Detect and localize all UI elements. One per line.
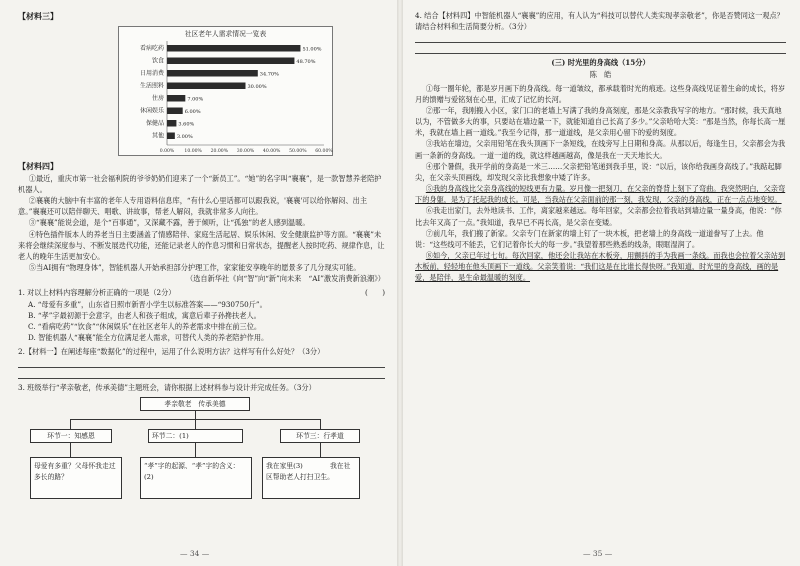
option-b: B. “孝”字最初源于会意字，由老人和孩子组成，寓意后辈子孙搀扶老人。 — [28, 310, 261, 320]
bar-5 — [167, 95, 185, 102]
question-4: 4. 结合【材料四】中智能机器人“襄襄”的应用，有人认为“科技可以替代人类实现孝亲敬老”，你是否赞同这一观点？请结合材料和生活简要分析。（3分） — [415, 11, 784, 32]
material4-para-3: ③“襄襄”能说会道，是个“百事通”，又深藏不露，善于倾听，让“孤独”的老人感到温暖。 — [28, 218, 310, 228]
bar-3 — [167, 70, 258, 77]
chart-title: 社区老年人需求情况一览表 — [184, 30, 267, 39]
option-a: A. “母爱有多重”，山东省日照市新晋小学生以标准答案——“930750斤”。 — [28, 299, 267, 309]
value-label: 51.00% — [302, 46, 322, 53]
material4-para-2: ②襄襄的大脑中有丰富的老年人专用语料信息库，“有什么心里话都可以跟我说，'襄襄'可以给你解闷、出主意。”襄襄还可以陪伴聊天、唱歌、讲故事，帮老人解闷，我就非常多人向往。 — [18, 196, 368, 217]
story-para-1: ①每一圈年轮，都是岁月画下的身高线。每一道皱纹，都承载着时光的痕迹。这些身高线见证着生命的成长，将岁月的馈赠与爱铭刻在心里，汇成了记忆的长河。 — [415, 83, 786, 104]
x-tick-label: 60.00% — [315, 149, 333, 155]
story-para-3: ③我站在墙边，父亲用铅笔在我头顶画下一条短线，在线旁写上日期和身高。从那以后，每逢生日，父亲都会为我画一条新的身高线。一道一道的线，就这样越画越高，像是我在一天天地长大。 — [415, 139, 786, 160]
connector-line — [195, 411, 196, 419]
category-label: 饮食 — [151, 57, 164, 65]
left-page — [0, 0, 397, 566]
story-para-6: ⑥我走出家门，去外地读书、工作，离家越来越远。每年回家，父亲都会拉着我站到墙边量一量身高，他说：“你比去年又高了一点。”我知道，我早已不再长高，是父亲在变矮。 — [415, 206, 782, 227]
story-para-5: ⑤我的身高线比父亲身高线的短线更有力量。岁月像一把刻刀，在父亲的脊背上刻下了弯曲。我突然明白，父亲弯下的身躯，是为了托起我的成长。可是，当我站在父亲面前的那一刻，我发现，父亲的身高线，正在一点点地变短。 — [415, 184, 786, 205]
connector-line — [195, 443, 196, 457]
needs-bar-chart — [118, 26, 333, 156]
material4-para-1: ①最近，重庆市第一社会福利院的爷爷奶奶们迎来了一个“新员工”。“她”的名字叫“襄襄”，是一款智慧养老陪护机器人。 — [18, 173, 382, 194]
story-para-4: ④那个暑假，我开学前的身高是一米三……父亲把铅笔递到我手里，说：“以后，该你给我画身高线了。”我踮起脚尖，在父亲头顶画线，却发现父亲比我想象中矮了许多。 — [415, 161, 782, 182]
question-1 — [18, 287, 385, 298]
value-label: 48.70% — [296, 59, 316, 66]
category-label: 保健品 — [145, 120, 164, 128]
answer-line[interactable] — [415, 45, 786, 54]
bar-4 — [167, 83, 246, 90]
value-label: 6.00% — [184, 109, 201, 116]
bar-7 — [167, 120, 176, 127]
section-title: (三) 时光里的身高线（15分） — [551, 58, 650, 68]
answer-line[interactable] — [415, 34, 786, 43]
value-label: 30.00% — [247, 84, 267, 91]
question-1-text: 1. 对以上材料内容理解分析正确的一项是（2分） — [18, 288, 176, 298]
question-2: 2.【材料一】在阐述每座“数据化”的过程中，运用了什么说明方法？这样写有什么好处？（3分） — [18, 347, 325, 357]
bar-1 — [167, 45, 300, 52]
option-d: D. 智能机器人“襄襄”能全方位满足老人需求，可替代人类的养老陪护作用。 — [28, 332, 269, 342]
material4-source: （选自新华社《向“智”向“新”向未来 “AI”激发消费新浪潮》） — [186, 274, 385, 284]
value-label: 3.00% — [176, 134, 193, 141]
connector-line — [320, 419, 321, 429]
story-para-7: ⑦前几年，我们搬了新家。父亲专门在新家的墙上钉了一块木板，把老墙上的身高线一道道誊写了上去。他说：“这些线可不能丢，它们记着你长大的每一步。”我望着那些熟悉的线条，眼眶湿润了。 — [415, 228, 764, 249]
category-label: 其他 — [151, 132, 164, 140]
material4-label: 【材料四】 — [18, 161, 58, 172]
chart-svg — [119, 27, 334, 157]
answer-line[interactable] — [18, 370, 385, 379]
value-label: 7.00% — [187, 96, 204, 103]
flow-step-2[interactable]: 环节二：(1) — [148, 429, 243, 443]
flow-top-box: 孝亲敬老 传承美德 — [140, 397, 250, 411]
x-tick-label: 20.00% — [210, 149, 229, 155]
category-label: 生活照料 — [139, 82, 164, 90]
category-label: 日用消费 — [139, 70, 164, 78]
category-label: 住房 — [151, 95, 164, 103]
author-name: 陈 皓 — [589, 70, 612, 80]
connector-line — [195, 419, 196, 429]
flow-step-3: 环节三：行孝道 — [280, 429, 360, 443]
theme-flowchart — [30, 397, 360, 557]
x-tick-label: 50.00% — [289, 149, 307, 155]
page-number-right: — 35 — — [583, 549, 613, 559]
material4-para-4: ④特色插件版本人的养老当日主要涵盖了情感陪伴、家庭生活起居、娱乐休闲、安全健康监护等方面。“襄襄”未来将会继续深度参与、不断发展迭代功能，还能记录老人的作息习惯和日常状态，提醒老人按时吃药、规律作息，让老人的晚年生活更加安心。 — [18, 229, 385, 261]
flow-detail-1: 母爱有多重？父母怀我走过多长的路？ — [30, 457, 122, 499]
story-para-8: ⑧如今，父亲已年过七旬。每次回家，他还会让我站在木板旁，用颤抖的手为我画一条线。而我也会拉着父亲站到木板前，轻轻地在他头顶画下一道线。父亲笑着说：“我们这是在比谁长得快呀。”我知道，时光里的身高线，画的是爱，是陪伴，是生命最温暖的刻度。 — [415, 250, 786, 283]
x-tick-label: 40.00% — [262, 149, 281, 155]
x-tick-label: 10.00% — [184, 149, 202, 155]
answer-line[interactable] — [18, 359, 385, 368]
x-tick-label: 0.00% — [159, 149, 175, 155]
category-label: 休闲娱乐 — [139, 107, 164, 115]
connector-line — [320, 443, 321, 457]
question-3: 3. 班级举行“孝亲敬老，传承美德”主题班会，请你根据上述材料参与设计并完成任务。（3分） — [18, 383, 316, 393]
story-para-2: ②那一年，我刚搬入小区，家门口的老墙上写满了我的身高刻度，那是父亲教我写字的地方。“那时候，我天真地以为，不管做多大的事，只要站在墙边量一下，就能知道自己长高了多少。”父亲哈哈大笑：“那是当然，你每长高一厘米，我就在墙上画一道线。”我至今记得，那一道道线，是父亲用心留下的爱的刻度。 — [415, 105, 786, 138]
page-number-left: — 34 — — [180, 549, 210, 559]
flow-step-1: 环节一：知感恩 — [30, 429, 112, 443]
flow-detail-2[interactable]: “孝”字的起源、“孝”字的含义：(2) — [140, 457, 252, 499]
bar-2 — [167, 58, 294, 65]
value-label: 34.70% — [259, 71, 279, 78]
x-tick-label: 30.00% — [236, 149, 255, 155]
connector-line — [70, 419, 71, 429]
value-label: 3.60% — [178, 121, 195, 128]
right-page — [403, 0, 800, 566]
answer-paren[interactable]: ( ) — [365, 288, 385, 298]
bar-8 — [167, 133, 175, 140]
option-c: C. “看病吃药”“饮食”“休闲娱乐”在社区老年人的养老需求中排在前三位。 — [28, 321, 262, 331]
bar-6 — [167, 108, 183, 115]
flow-detail-3[interactable]: 我在家里(3) 我在社区帮助老人打扫卫生。 — [262, 457, 360, 499]
connector-line — [70, 443, 71, 457]
material3-label: 【材料三】 — [18, 11, 58, 21]
material4-para-5: ⑤当AI拥有“物理身体”，智能机器人开始承担部分护理工作，家家能安享晚年的愿景多了几分现实可能。 — [28, 263, 361, 273]
category-label: 看病吃药 — [139, 45, 164, 53]
